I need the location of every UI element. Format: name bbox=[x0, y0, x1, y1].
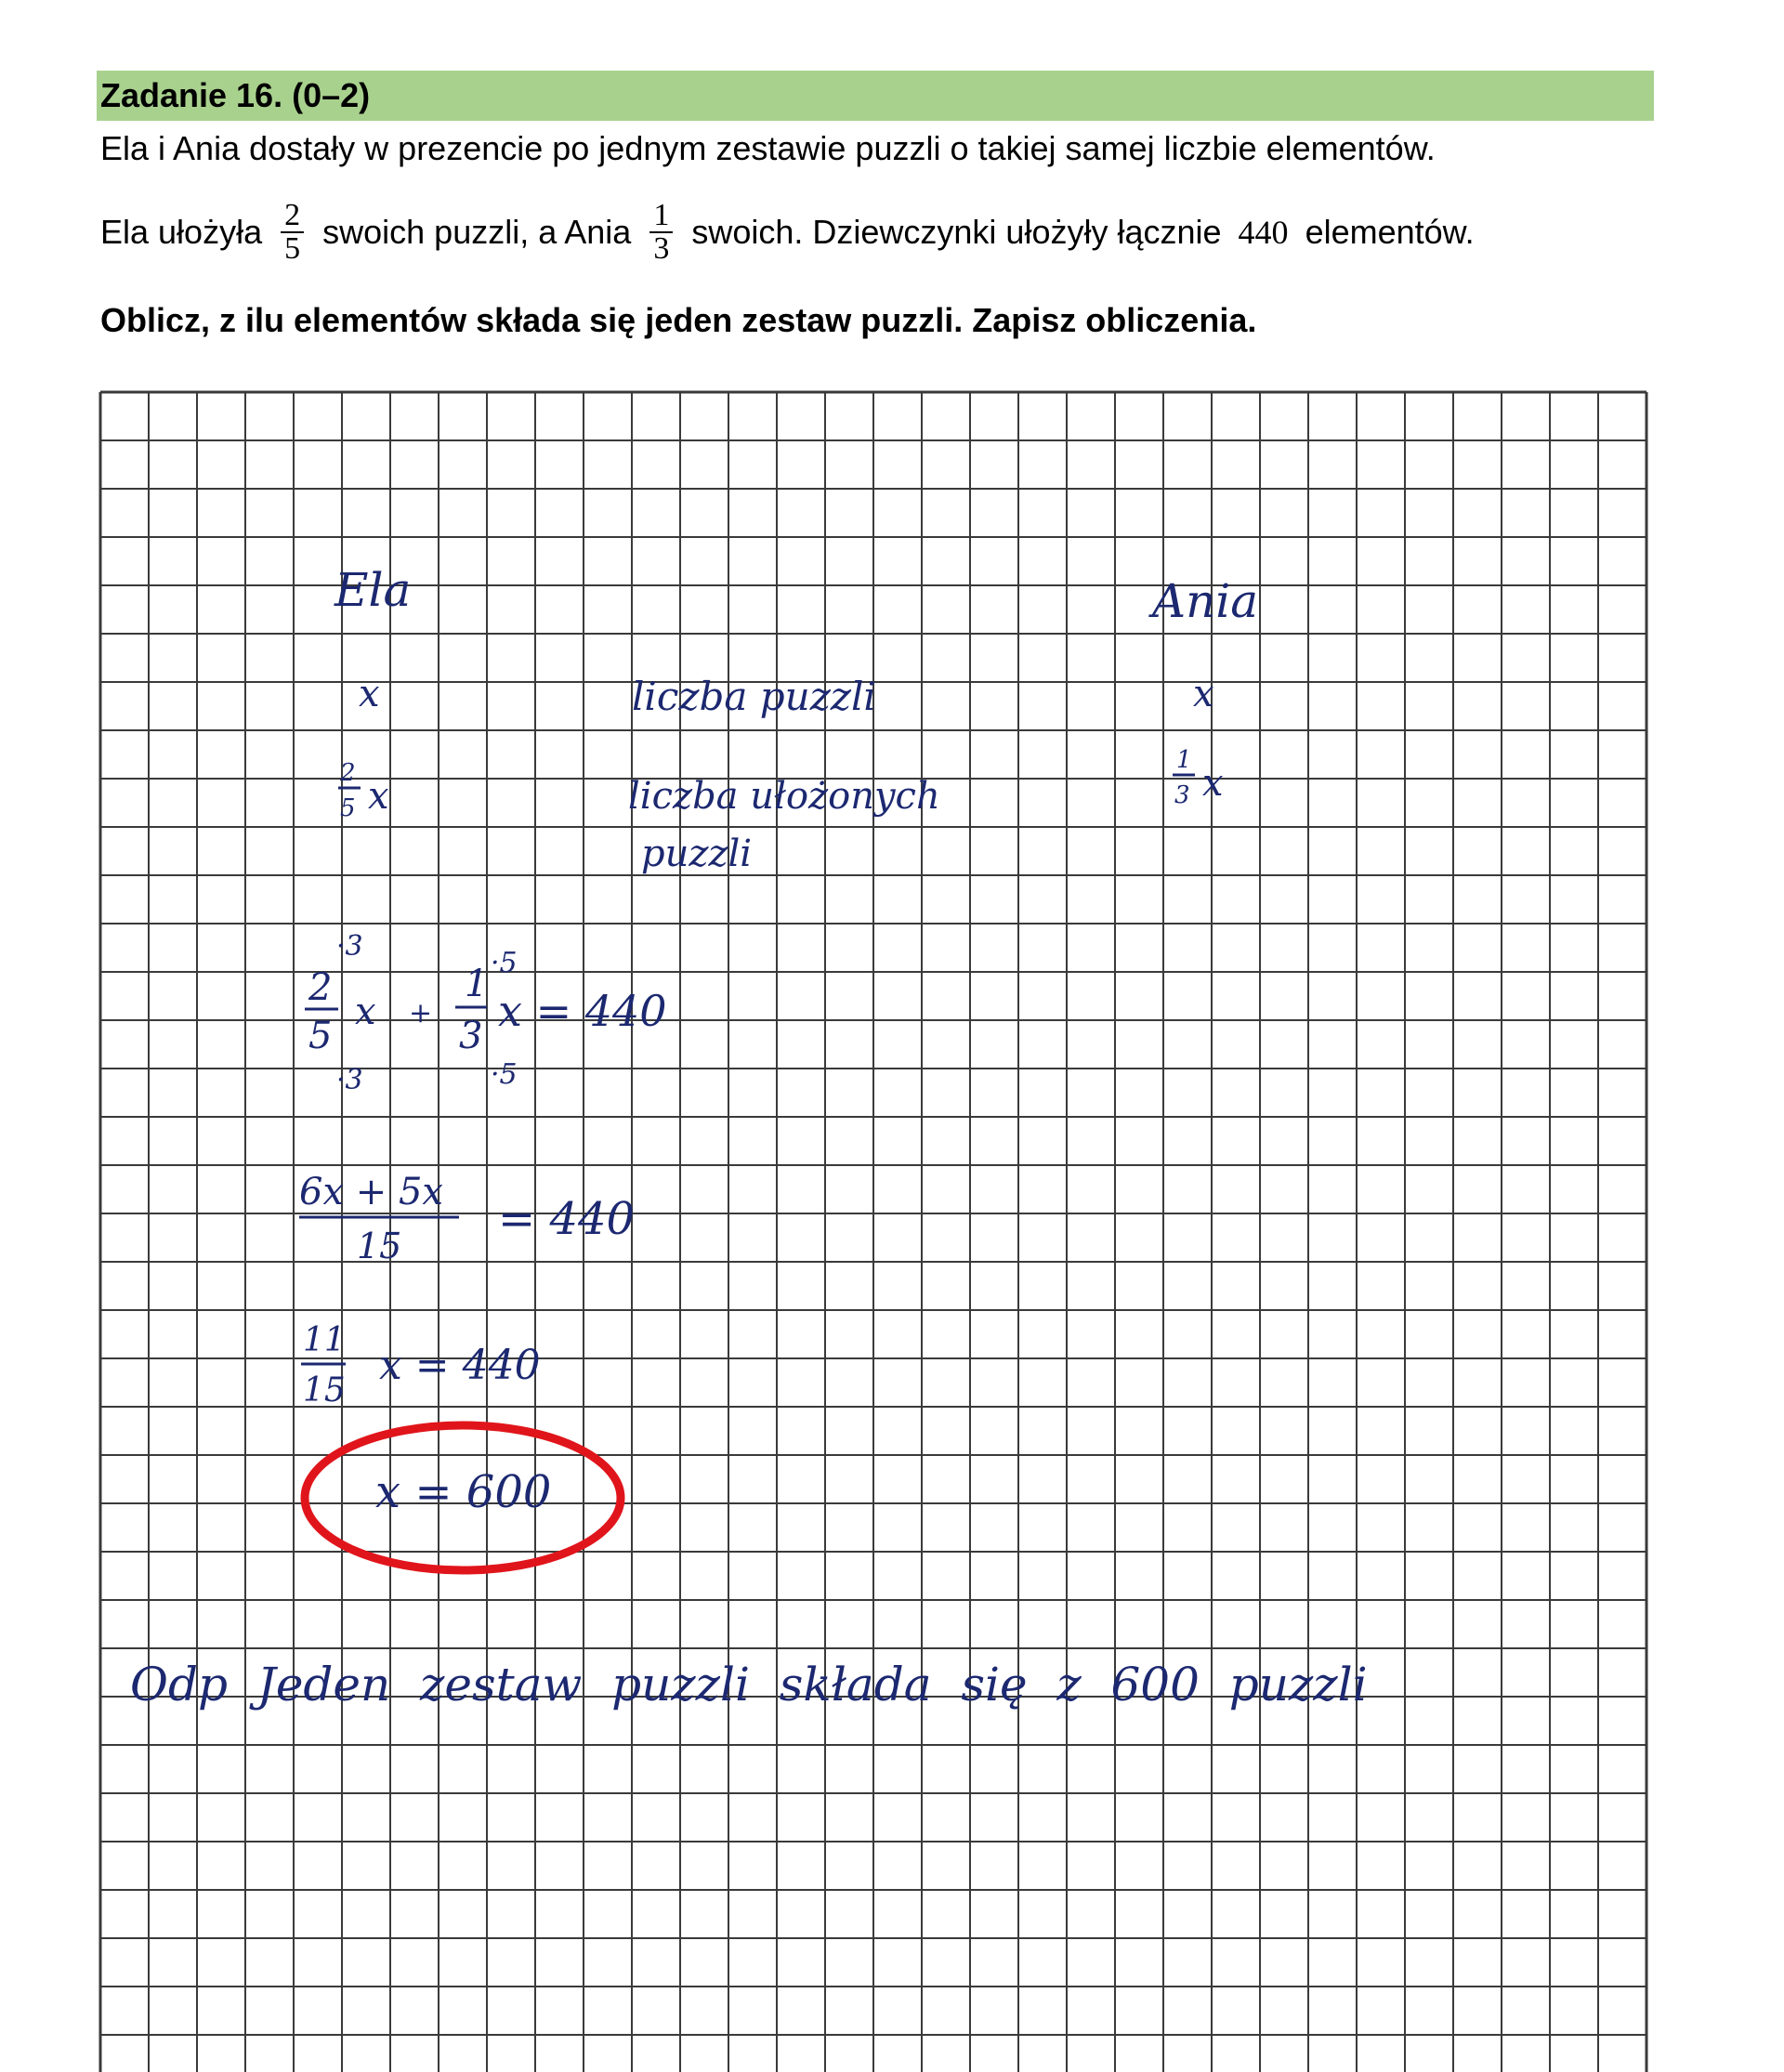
x-right: x bbox=[1193, 673, 1214, 715]
row2-label-line1: liczba ułożonych bbox=[628, 775, 940, 818]
task-text-part4: elementów. bbox=[1305, 213, 1475, 251]
task-text-line1: Ela i Ania dostały w prezencie po jednym zestawie puzzli o takiej samej liczbie elementów. bbox=[100, 129, 1436, 167]
ania-frac-den: 3 bbox=[1174, 781, 1190, 809]
instruction: Oblicz, z ilu elementów składa się jeden zestaw puzzli. Zapisz obliczenia. bbox=[100, 301, 1257, 339]
result: x = 600 bbox=[375, 1466, 552, 1518]
ela-frac-num: 2 bbox=[340, 759, 356, 787]
fraction-ela-numerator: 2 bbox=[284, 198, 301, 232]
fraction-ela-denominator: 5 bbox=[284, 231, 301, 266]
ania-frac-x: x bbox=[1202, 762, 1224, 805]
eq1-mult-ania-top: ·5 bbox=[491, 947, 518, 979]
eq1-mult-ania-bottom: ·5 bbox=[491, 1058, 518, 1091]
eq1-f2-den: 3 bbox=[459, 1015, 483, 1057]
fraction-ania-denominator: 3 bbox=[653, 231, 670, 266]
eq1-rhs: x = 440 bbox=[498, 986, 667, 1036]
task-title: Zadanie 16. (0–2) bbox=[100, 76, 371, 114]
task-text-part3: swoich. Dziewczynki ułożyły łącznie bbox=[691, 213, 1222, 251]
ela-label: Ela bbox=[334, 563, 412, 617]
eq1-mult-ela-top: ·3 bbox=[336, 930, 363, 963]
grid-paper bbox=[100, 392, 1646, 2072]
task-text-part1: Ela ułożyła bbox=[100, 213, 263, 251]
eq2-rhs: = 440 bbox=[498, 1193, 636, 1245]
eq1-f2-num: 1 bbox=[465, 963, 489, 1005]
fraction-ania-numerator: 1 bbox=[653, 198, 670, 232]
eq3-num: 11 bbox=[303, 1321, 346, 1359]
eq3-den: 15 bbox=[303, 1371, 346, 1410]
x-left: x bbox=[359, 673, 380, 715]
eq1-plus: + bbox=[409, 997, 433, 1029]
total-count: 440 bbox=[1238, 214, 1289, 251]
task-text-part2: swoich puzzli, a Ania bbox=[322, 213, 632, 251]
ania-label: Ania bbox=[1152, 574, 1259, 628]
eq1-x1: x bbox=[355, 990, 376, 1033]
eq1-mult-ela-bottom: ·3 bbox=[336, 1064, 363, 1096]
ela-frac-den: 5 bbox=[340, 794, 356, 822]
final-answer: Odp Jeden zestaw puzzli składa się z 600 puzzli bbox=[130, 1658, 1368, 1711]
eq3-rhs: x = 440 bbox=[379, 1342, 541, 1389]
ela-frac-x: x bbox=[368, 775, 389, 818]
eq2-num: 6x + 5x bbox=[299, 1171, 443, 1213]
eq2-den: 15 bbox=[357, 1226, 402, 1266]
ania-frac-num: 1 bbox=[1176, 746, 1192, 774]
row1-label: liczba puzzli bbox=[632, 674, 876, 719]
eq1-f1-num: 2 bbox=[308, 966, 333, 1009]
eq1-f1-den: 5 bbox=[308, 1015, 333, 1057]
row2-label-line2: puzzli bbox=[641, 833, 753, 875]
